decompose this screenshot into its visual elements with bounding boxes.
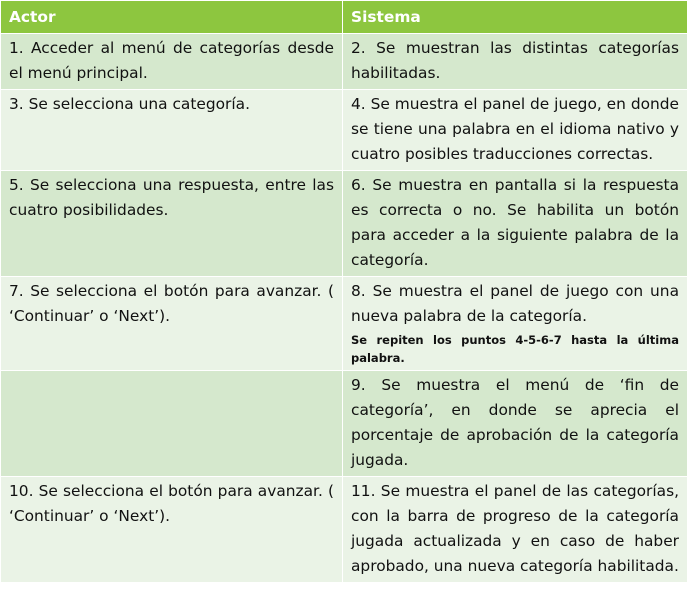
actor-cell: 1. Acceder al menú de categorías desde el menú principal. [1, 34, 343, 90]
table-row [1, 477, 687, 583]
system-cell: 11. Se muestra el panel de las categorías, con la barra de progreso de la categoría jugada actualizada y en caso de haber aprobado, una nueva categoría habilitada. [343, 477, 687, 583]
table-row [1, 34, 687, 90]
table-row [1, 371, 687, 477]
table-row [1, 90, 687, 171]
actor-column-header: Actor [1, 1, 343, 34]
repeat-note: Se repiten los puntos 4-5-6-7 hasta la última palabra. [351, 333, 679, 365]
table-row [1, 277, 687, 371]
actor-cell: 5. Se selecciona una respuesta, entre las cuatro posibilidades. [1, 171, 343, 277]
actor-cell: 7. Se selecciona el botón para avanzar. ( ‘Continuar’ o ‘Next’). [1, 277, 343, 371]
system-cell: 2. Se muestran las distintas categorías habilitadas. [343, 34, 687, 90]
table-row [1, 171, 687, 277]
system-column-header: Sistema [343, 1, 687, 34]
actor-cell: 3. Se selecciona una categoría. [1, 90, 343, 171]
system-cell [343, 277, 687, 371]
system-cell: 6. Se muestra en pantalla si la respuesta es correcta o no. Se habilita un botón para acceder a la siguiente palabra de la categoría. [343, 171, 687, 277]
system-cell: 4. Se muestra el panel de juego, en donde se tiene una palabra en el idioma nativo y cuatro posibles traducciones correctas. [343, 90, 687, 171]
actor-cell: 10. Se selecciona el botón para avanzar. ( ‘Continuar’ o ‘Next’). [1, 477, 343, 583]
system-cell: 9. Se muestra el menú de ‘fin de categoría’, en donde se aprecia el porcentaje de aprobación de la categoría jugada. [343, 371, 687, 477]
header-row [1, 1, 687, 34]
system-cell-text: 8. Se muestra el panel de juego con una nueva palabra de la categoría. [351, 282, 679, 325]
actor-cell [1, 371, 343, 477]
